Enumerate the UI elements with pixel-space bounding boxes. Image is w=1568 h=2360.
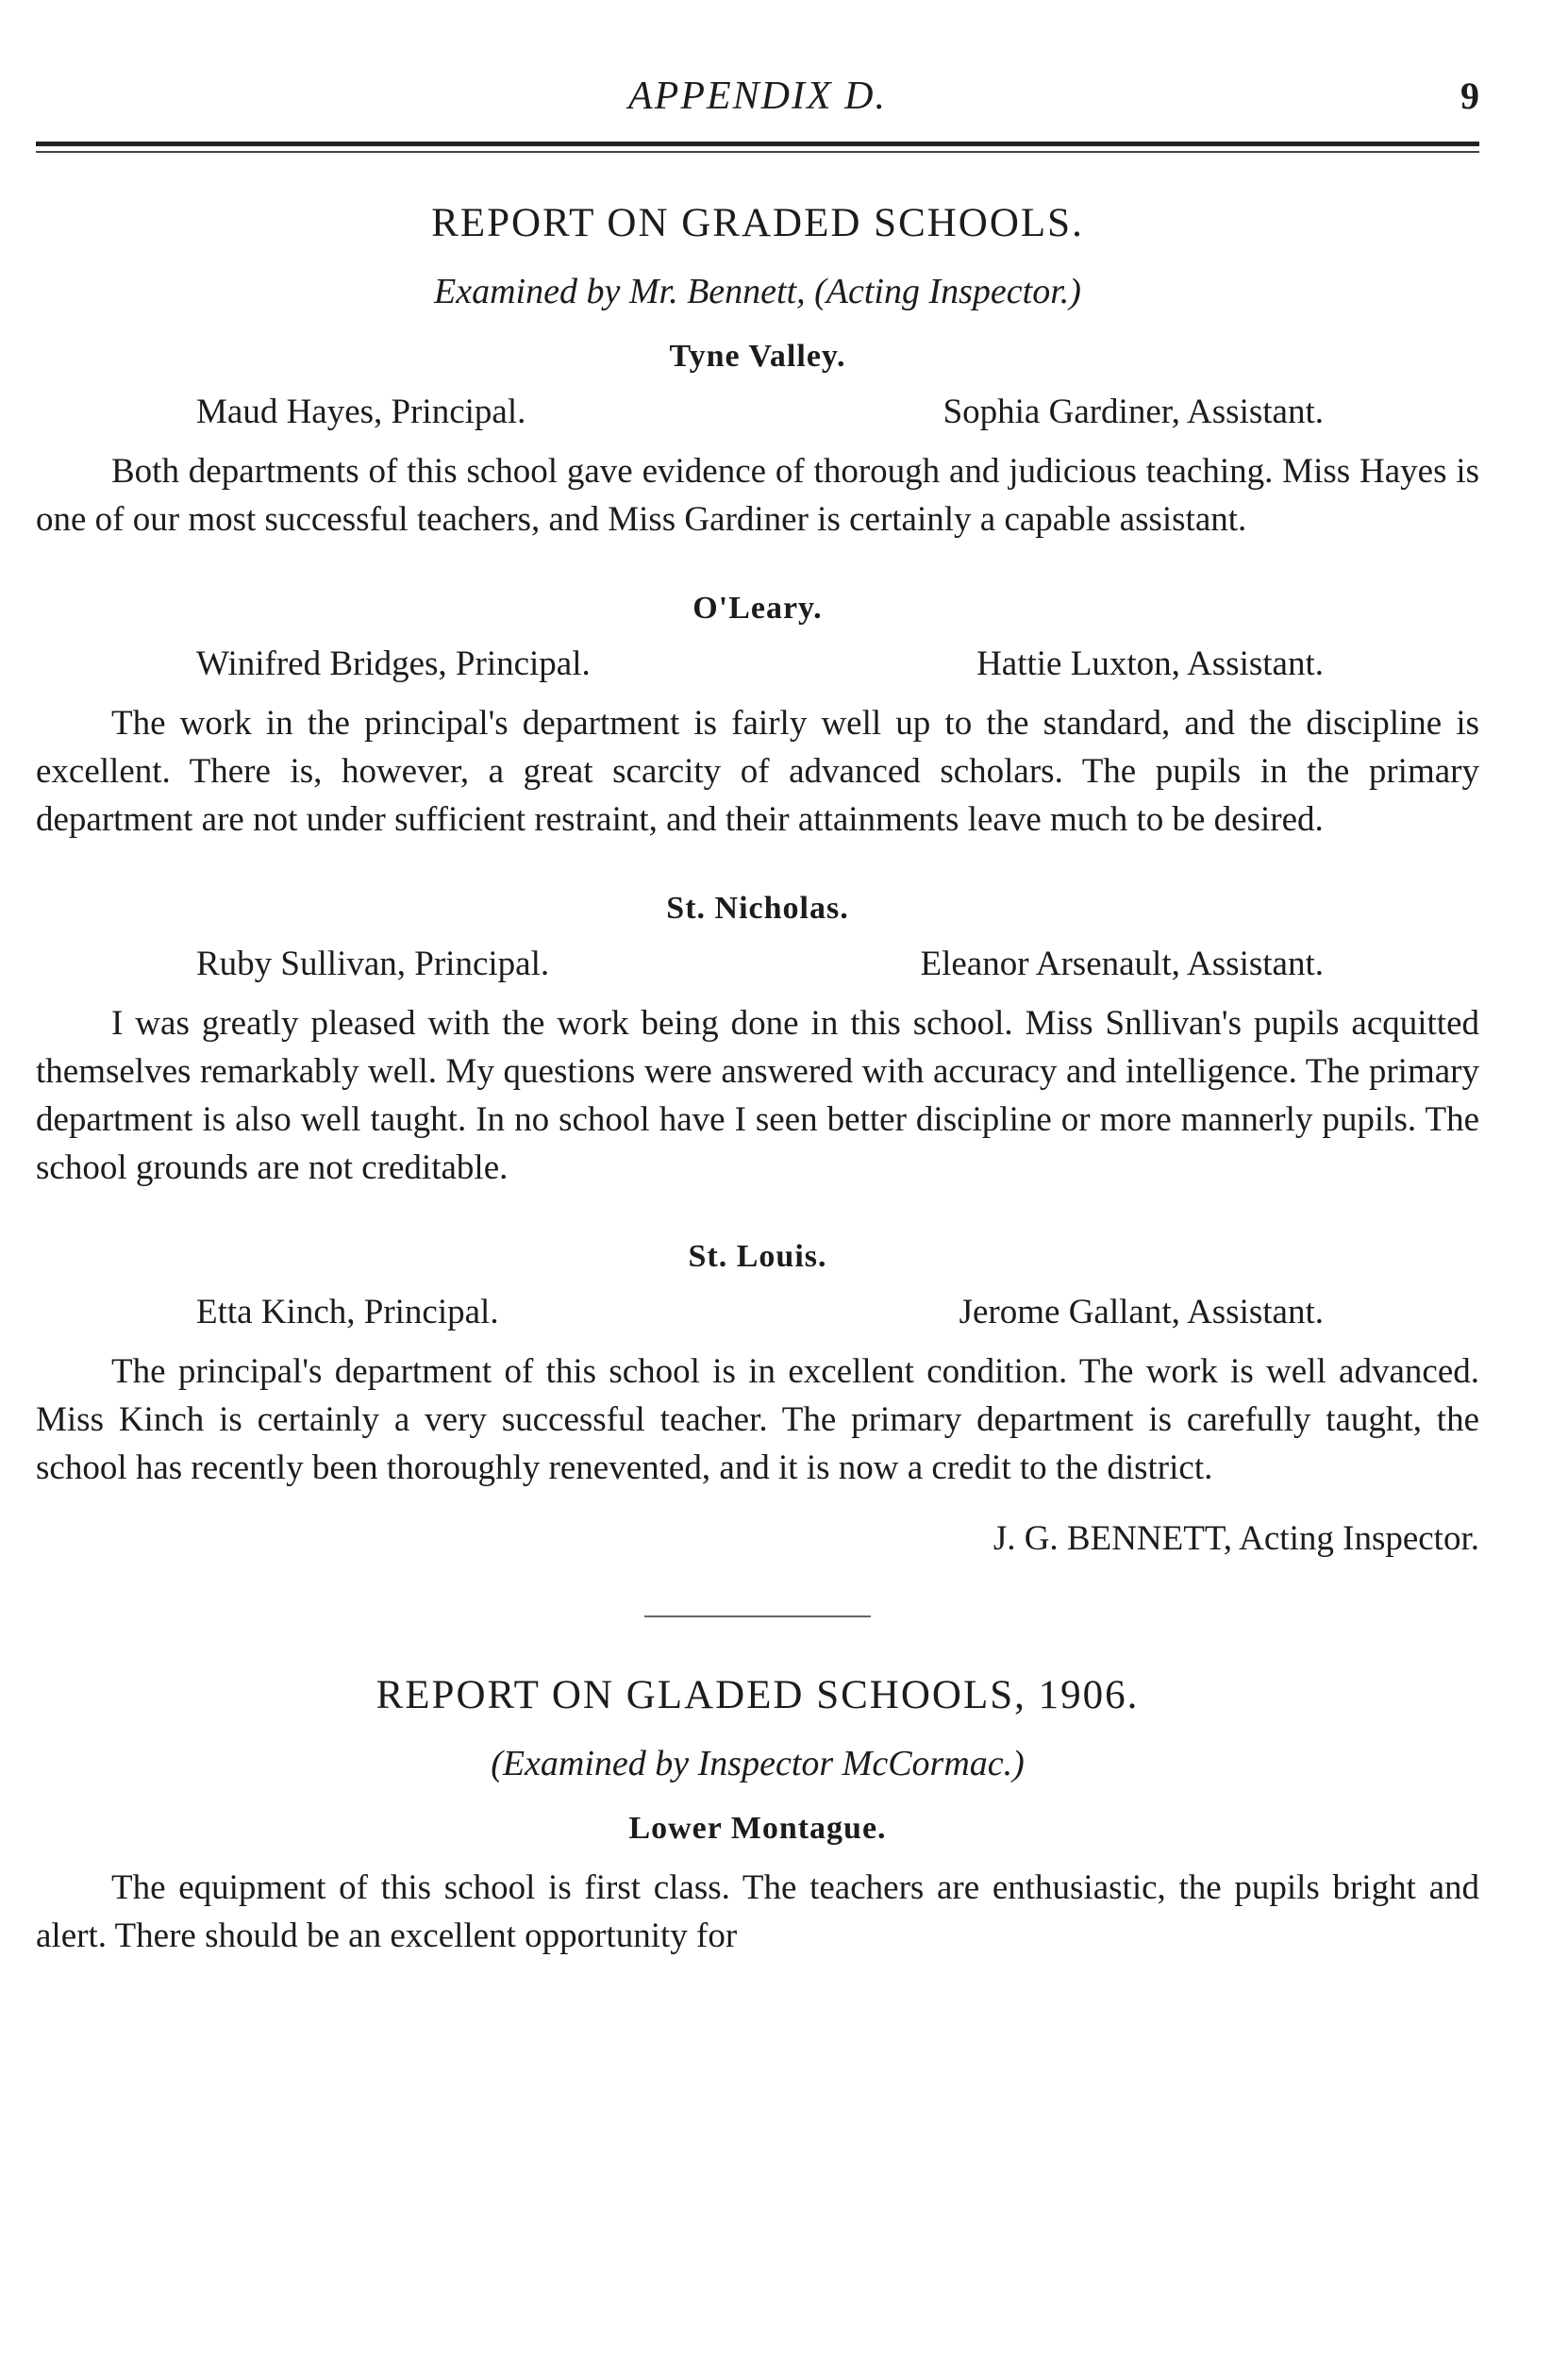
report-examiner: (Examined by Inspector McCormac.) xyxy=(491,1744,1025,1783)
school-section-lower-montague xyxy=(36,1811,1479,1960)
school-name: Tyne Valley. xyxy=(669,339,846,374)
school-report-paragraph: The work in the principal's department is fairly well up to the standard, and the discipline is excellent. There is, however, a great scarcity of advanced scholars. The pupils in the primary department are not under sufficient restraint, and their attainments leave much to be desired. xyxy=(36,704,1479,839)
running-head xyxy=(36,74,1479,130)
section-separator xyxy=(644,1615,871,1617)
header-rule-thin xyxy=(36,151,1479,153)
school-report-paragraph: Both departments of this school gave evidence of thorough and judicious teaching. Miss Hayes is one of our most successful teachers, and Miss Gardiner is certainly a capable assistant. xyxy=(36,452,1479,539)
running-title: APPENDIX D. xyxy=(628,75,887,118)
page-number: 9 xyxy=(1460,75,1479,117)
staff-line xyxy=(36,944,1479,984)
assistant-name: Sophia Gardiner, Assistant. xyxy=(942,393,1324,431)
school-name: St. Nicholas. xyxy=(666,891,849,926)
school-report-paragraph: The equipment of this school is first class. The teachers are enthusiastic, the pupils bright and alert. There should be an excellent opportunity for xyxy=(36,1868,1479,1955)
assistant-name: Jerome Gallant, Assistant. xyxy=(959,1293,1324,1331)
principal-name: Etta Kinch, Principal. xyxy=(196,1293,499,1331)
assistant-name: Eleanor Arsenault, Assistant. xyxy=(920,945,1324,983)
school-report-paragraph: I was greatly pleased with the work being done in this school. Miss Snllivan's pupils acquitted themselves remarkably well. My questions were answered with accuracy and intelligence. The primary department is also well taught. In no school have I seen better discipline or more mannerly pupils. The school grounds are not creditable. xyxy=(36,1004,1479,1187)
principal-name: Winifred Bridges, Principal. xyxy=(196,644,591,683)
principal-name: Maud Hayes, Principal. xyxy=(196,393,526,431)
assistant-name: Hattie Luxton, Assistant. xyxy=(976,644,1324,683)
staff-line xyxy=(36,392,1479,432)
principal-name: Ruby Sullivan, Principal. xyxy=(196,945,550,983)
school-section-st-nicholas xyxy=(36,891,1479,1192)
page xyxy=(36,0,1479,2360)
school-section-st-louis xyxy=(36,1239,1479,1492)
report-examiner: Examined by Mr. Bennett, (Acting Inspector.) xyxy=(434,272,1081,311)
staff-line xyxy=(36,644,1479,684)
header-rule-thick xyxy=(36,142,1479,146)
school-report-paragraph: The principal's department of this school is in excellent condition. The work is well advanced. Miss Kinch is certainly a very successful teacher. The primary department is carefully taught, the school has recently been thoroughly renevented, and it is now a credit to the district. xyxy=(36,1352,1479,1487)
staff-line xyxy=(36,1292,1479,1332)
school-section-oleary xyxy=(36,591,1479,844)
page-content xyxy=(36,200,1479,2007)
school-name: St. Louis. xyxy=(688,1239,827,1274)
report-title-graded-schools: REPORT ON GRADED SCHOOLS. xyxy=(431,201,1084,245)
inspector-signature: J. G. BENNETT, Acting Inspector. xyxy=(993,1519,1479,1558)
school-section-tyne-valley xyxy=(36,339,1479,544)
school-name: Lower Montague. xyxy=(628,1811,887,1846)
school-name: O'Leary. xyxy=(692,591,823,626)
report-title-1906: REPORT ON GLADED SCHOOLS, 1906. xyxy=(375,1673,1140,1717)
